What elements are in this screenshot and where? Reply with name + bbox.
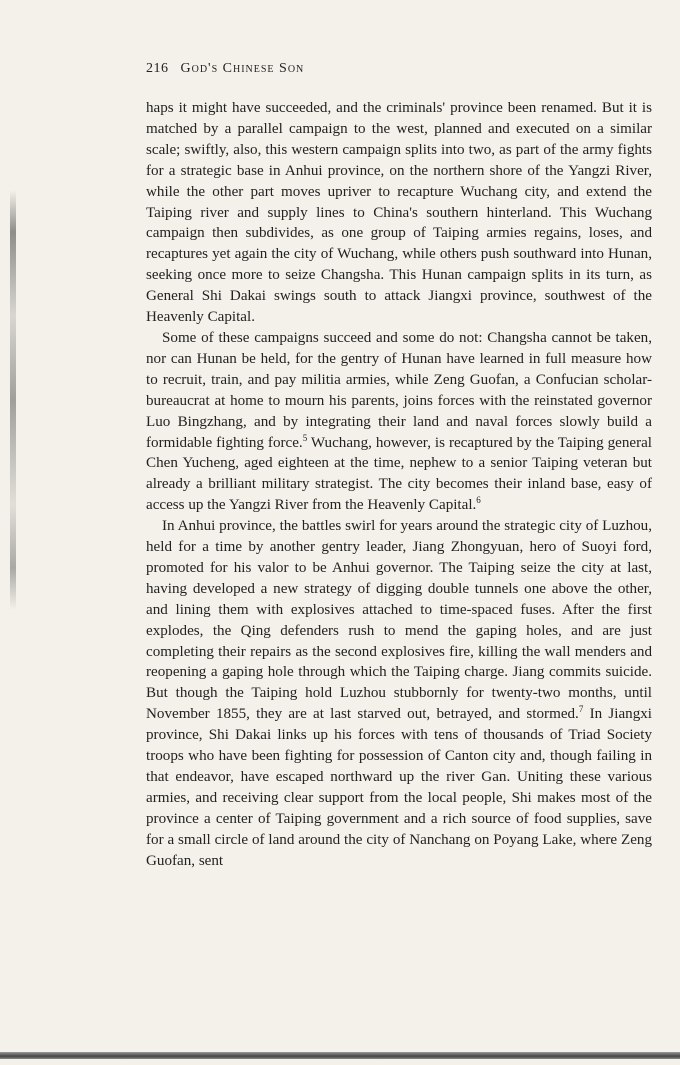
paragraph-2-text-a: Some of these campaigns succeed and some do not: Changsha cannot be taken, nor can Hunan be held, for the gentry of Hunan have learned in full measure how to recruit, train, and pay militia armies, while Zeng Guofan, a Confucian scholar-bureaucrat at home to mourn his parents, joins forces with the reinstated governor Luo Bingzhang, and by integrating their land and naval forces slowly build a formidable fighting force. bbox=[146, 329, 652, 451]
scan-bottom-edge bbox=[0, 1052, 680, 1059]
paragraph-1 bbox=[146, 98, 652, 328]
body-text bbox=[146, 98, 652, 872]
page-number: 216 bbox=[146, 61, 169, 76]
scan-binding-shadow bbox=[10, 190, 16, 610]
paragraph-3 bbox=[146, 516, 652, 871]
paragraph-1-text: haps it might have succeeded, and the criminals' province been renamed. But it is matched by a parallel campaign to the west, planned and executed on a similar scale; swiftly, also, this western campaign splits into two, as part of the army fights for a strategic base in Anhui province, on the northern shore of the Yangzi River, while the other part moves upriver to recapture Wuchang city, and extend the Taiping river and supply lines to China's southern hinterland. This Wuchang campaign then subdivides, as one group of Taiping armies regains, loses, and recaptures yet again the city of Wuchang, while others push southward into Hunan, seeking once more to seize Changsha. This Hunan campaign splits in its turn, as General Shi Dakai swings south to attack Jiangxi province, southwest of the Heavenly Capital. bbox=[146, 100, 652, 326]
footnote-ref-7: 7 bbox=[578, 704, 584, 715]
footnote-ref-5: 5 bbox=[302, 432, 308, 443]
footnote-ref-6: 6 bbox=[476, 495, 481, 506]
paragraph-3-text-b: In Jiangxi province, Shi Dakai links up his forces with tens of thousands of Triad Society troops who have been fighting for possession of Canton city and, though failing in that endeavor, have escaped northward up the river Gan. Uniting these various armies, and receiving clear support from the local people, Shi makes most of the province a center of Taiping government and a rich source of food supplies, save for a small circle of land around the city of Nanchang on Poyang Lake, where Zeng Guofan, sent bbox=[146, 706, 652, 869]
paragraph-2-text-b: Wuchang, however, is recaptured by the Taiping general Chen Yucheng, aged eighteen at the time, nephew to a senior Taiping veteran but already a brilliant military strategist. The city becomes their inland base, easy of access up the Yangzi River from the Heavenly Capital. bbox=[146, 434, 652, 514]
page-header bbox=[146, 61, 304, 77]
paragraph-2 bbox=[146, 328, 652, 516]
running-title: God's Chinese Son bbox=[180, 61, 305, 76]
paragraph-3-text-a: In Anhui province, the battles swirl for years around the strategic city of Luzhou, held for a time by another gentry leader, Jiang Zhongyuan, hero of Suoyi ford, promoted for his valor to be Anhui governor. The Taiping seize the city at last, having developed a new strategy of digging double tunnels one above the other, and lining them with explosives attached to time-spaced fuses. After the first explodes, the Qing defenders rush to mend the gaping holes, and are just completing their repairs as the second explosives fire, killing the wall menders and reopening a gaping hole through which the Taiping charge. Jiang commits suicide. But though the Taiping hold Luzhou stubbornly for twenty-two months, until November 1855, they are at last starved out, betrayed, and stormed. bbox=[146, 518, 652, 723]
